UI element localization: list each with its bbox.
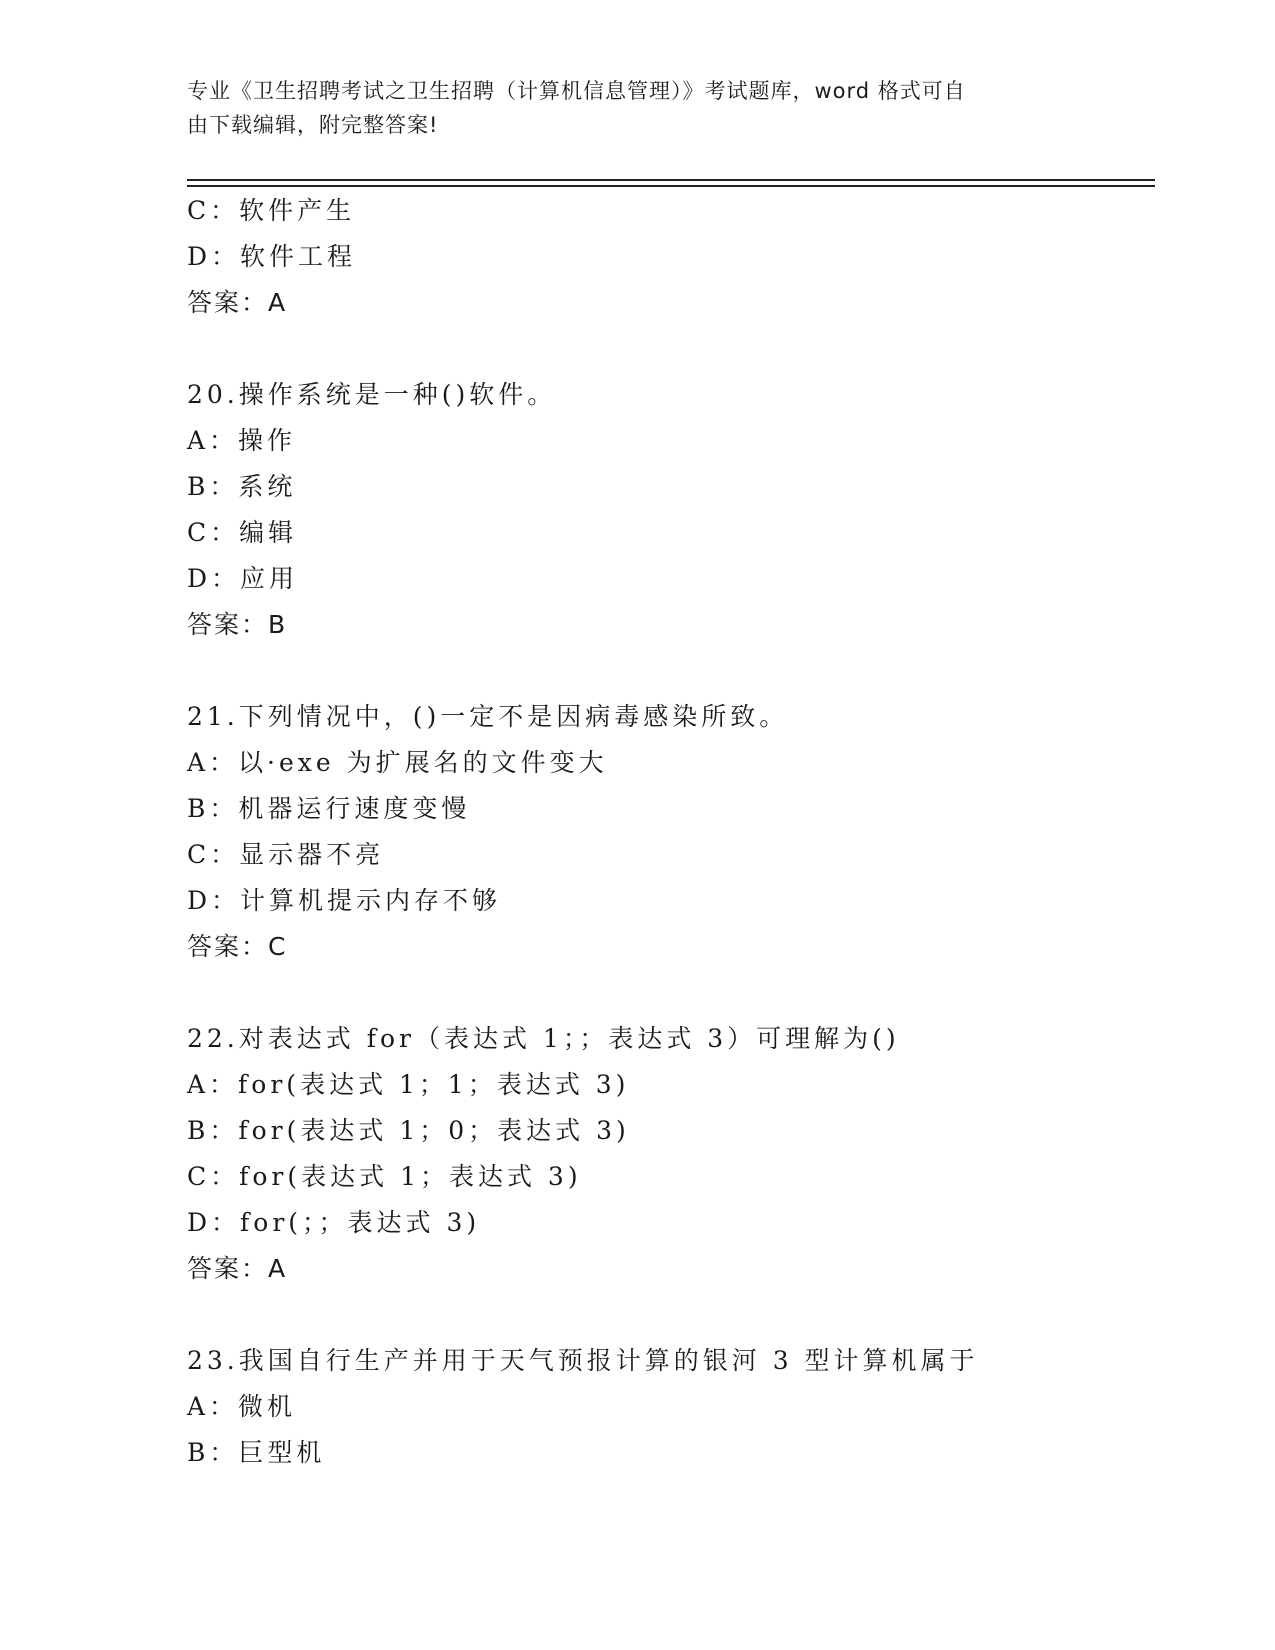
answer-line: 答案：C bbox=[187, 932, 288, 961]
option-d: D：计算机提示内存不够 bbox=[187, 886, 502, 915]
option-a: A：for(表达式 1；1；表达式 3) bbox=[187, 1070, 630, 1099]
option-d: D：for(；；表达式 3) bbox=[187, 1208, 481, 1237]
option-a: A：操作 bbox=[187, 426, 297, 455]
option-c: C：显示器不亮 bbox=[187, 840, 385, 869]
option-c: C：软件产生 bbox=[187, 196, 356, 225]
option-b: B：for(表达式 1；0；表达式 3) bbox=[187, 1116, 630, 1145]
option-b: B：巨型机 bbox=[187, 1438, 326, 1467]
question-list bbox=[187, 188, 1147, 1476]
answer-line: 答案：B bbox=[187, 610, 288, 639]
answer-line: 答案：A bbox=[187, 1254, 288, 1283]
question-block-prev bbox=[187, 188, 1147, 326]
option-a: A：微机 bbox=[187, 1392, 297, 1421]
option-c: C：for(表达式 1；表达式 3) bbox=[187, 1162, 582, 1191]
question-text: 20.操作系统是一种()软件。 bbox=[187, 380, 557, 409]
spacer bbox=[187, 970, 1147, 1016]
option-b: B：机器运行速度变慢 bbox=[187, 794, 471, 823]
question-block-23 bbox=[187, 1338, 1147, 1476]
question-text: 21.下列情况中，()一定不是因病毒感染所致。 bbox=[187, 702, 789, 731]
option-b: B：系统 bbox=[187, 472, 297, 501]
question-block-22 bbox=[187, 1016, 1147, 1292]
question-text: 22.对表达式 for（表达式 1；；表达式 3）可理解为() bbox=[187, 1024, 900, 1053]
header-line-2: 由下载编辑，附完整答案! bbox=[187, 113, 439, 137]
question-text: 23.我国自行生产并用于天气预报计算的银河 3 型计算机属于 bbox=[187, 1346, 979, 1375]
option-d: D：软件工程 bbox=[187, 242, 357, 271]
question-block-21 bbox=[187, 694, 1147, 970]
option-d: D：应用 bbox=[187, 564, 299, 593]
spacer bbox=[187, 1292, 1147, 1338]
answer-line: 答案：A bbox=[187, 288, 288, 317]
header-rule-top bbox=[187, 179, 1155, 181]
document-header bbox=[187, 74, 1087, 142]
spacer bbox=[187, 326, 1147, 372]
option-c: C：编辑 bbox=[187, 518, 298, 547]
header-line-1: 专业《卫生招聘考试之卫生招聘（计算机信息管理）》考试题库，word 格式可自 bbox=[187, 79, 966, 103]
header-rule-bottom bbox=[187, 185, 1155, 187]
question-block-20 bbox=[187, 372, 1147, 648]
spacer bbox=[187, 648, 1147, 694]
option-a: A：以·exe 为扩展名的文件变大 bbox=[187, 748, 608, 777]
